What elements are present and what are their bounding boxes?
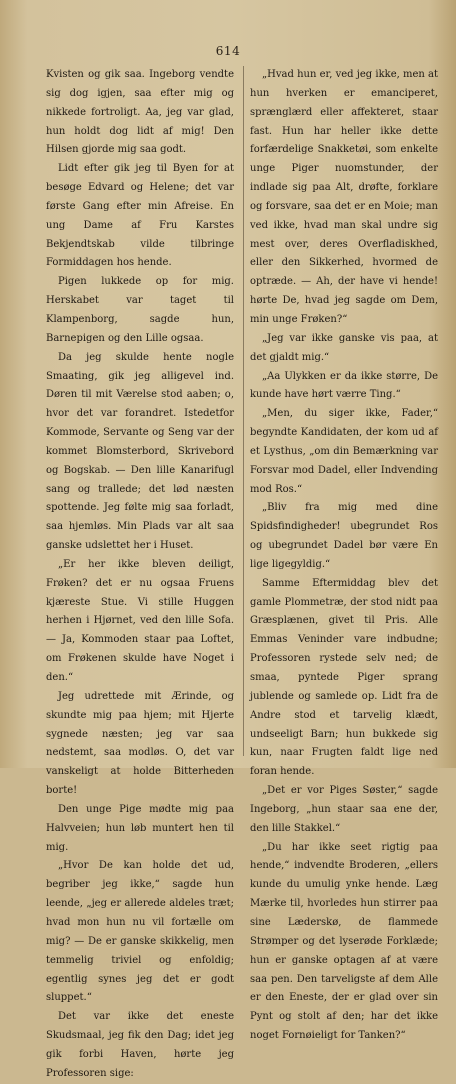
paragraph: „Hvor De kan holde det ud, begriber jeg ikke,“ sagde hun leende, „jeg er allerede aldeles træt; hvad mon hun nu vil fortælle om mig? — De er ganske skikkelig, men temmelig triviel og enfoldig; egentlig synes jeg det er godt sluppet.“	[46, 860, 234, 1004]
paragraph: „Bliv fra mig med dine Spidsfindigheder! ubegrundet Ros og ubegrundet Dadel bør være En lige ligegyldig.“	[250, 502, 438, 570]
paragraph: Kvisten og gik saa. Ingeborg vendte sig dog igjen, saa efter mig og nikkede fortroligt. Aa, jeg var glad, hun holdt dog lidt af mig! Den Hilsen gjorde mig saa godt.	[46, 69, 234, 156]
paragraph: Den unge Pige mødte mig paa Halvveien; hun løb muntert hen til mig.	[46, 803, 234, 853]
paragraph: „Men, du siger ikke, Fader,“ begyndte Kandidaten, der kom ud af et Lysthus, „om din Bemærkning var Forsvar mod Dadel, eller Indvending mod Ros.“	[250, 408, 438, 495]
paragraph: „Du har ikke seet rigtig paa hende,“ indvendte Broderen, „ellers kunde du umulig ynke hende. Læg Mærke til, hvorledes hun stirrer paa sine Læderskø, de flammede Strømper og det lyserøde Forklæde; hun er ganske optagen af at være saa pen. Den tarveligste af dem Alle er den Eneste, der er glad over sin Pynt og stolt af den; har det ikke noget Fornøieligt for Tanken?“	[250, 841, 438, 1042]
paragraph: Pigen lukkede op for mig. Herskabet var taget til Klampenborg, sagde hun, Barnepigen og den Lille ogsaa.	[46, 276, 234, 344]
paragraph: Samme Eftermiddag blev det gamle Plommetræ, der stod nidt paa Græsplænen, givet til Pris. Alle Emmas Veninder vare indbudne; Professoren rystede selv ned; de smaa, pyntede Piger sprang jublende og samlede op. Lidt fra de Andre stod et tarvelig klædt, undseeligt Barn; hun bukkede sig kun, naar Frugten faldt lige ned foran hende.	[250, 577, 438, 778]
paragraph: „Jeg var ikke ganske vis paa, at det gjaldt mig.“	[250, 332, 438, 363]
page-number: 614	[215, 44, 241, 58]
paragraph: Da jeg skulde hente nogle Smaating, gik jeg alligevel ind. Døren til mit Værelse stod aaben; o, hvor det var forandret. Istedetfor Kommode, Servante og Seng var der kommet Blomsterbord, Skrivebord og Bogskab. — Den lille Kanarifugl sang og trallede; det lød næsten spottende. Jeg følte mig saa forladt, saa hjemløs. Min Plads var alt saa ganske udslettet her i Huset.	[46, 351, 234, 552]
right-column	[250, 66, 438, 1046]
paragraph: „Er her ikke bleven deiligt, Frøken? det er nu ogsaa Fruens kjæreste Stue. Vi stille Huggen herhen i Hjørnet, ved den lille Sofa. — Ja, Kommoden staar paa Loftet, om Frøkenen skulde have Noget i den.“	[46, 558, 234, 683]
paragraph: Jeg udrettede mit Ærinde, og skundte mig paa hjem; mit Hjerte sygnede næsten; jeg var saa nedstemt, saa modløs. O, det var vanskeligt at holde Bitterheden borte!	[46, 690, 234, 797]
paragraph: Lidt efter gik jeg til Byen for at besøge Edvard og Helene; det var første Gang efter min Afreise. En ung Dame af Fru Karstes Bekjendtskab vilde tilbringe Formiddagen hos hende.	[46, 163, 234, 269]
paragraph: „Hvad hun er, ved jeg ikke, men at hun hverken er emanciperet, sprænglærd eller affekteret, staar fast. Hun har heller ikke dette forfærdelige Snakketøi, som enkelte unge Piger nuomstunder, der indlade sig paa Alt, drøfte, forklare og forsvare, saa det er en Moie; man ved ikke, hvad man skal undre sig mest over, deres Overfladiskhed, eller den Sikkerhed, hvormed de optræde. — Ah, der have vi hende! hørte De, hvad jeg sagde om Dem, min unge Frøken?“	[250, 69, 438, 325]
paragraph: „Aa Ulykken er da ikke større, De kunde have hørt værre Ting.“	[250, 370, 438, 401]
column-divider	[243, 66, 244, 756]
paragraph: „Det er vor Piges Søster,“ sagde Ingeborg, „hun staar saa ene der, den lille Stakkel.“	[250, 785, 438, 834]
paragraph: Det var ikke det eneste Skudsmaal, jeg fik den Dag; idet jeg gik forbi Haven, hørte jeg Professoren sige:	[46, 1011, 234, 1079]
left-column	[46, 66, 234, 1084]
